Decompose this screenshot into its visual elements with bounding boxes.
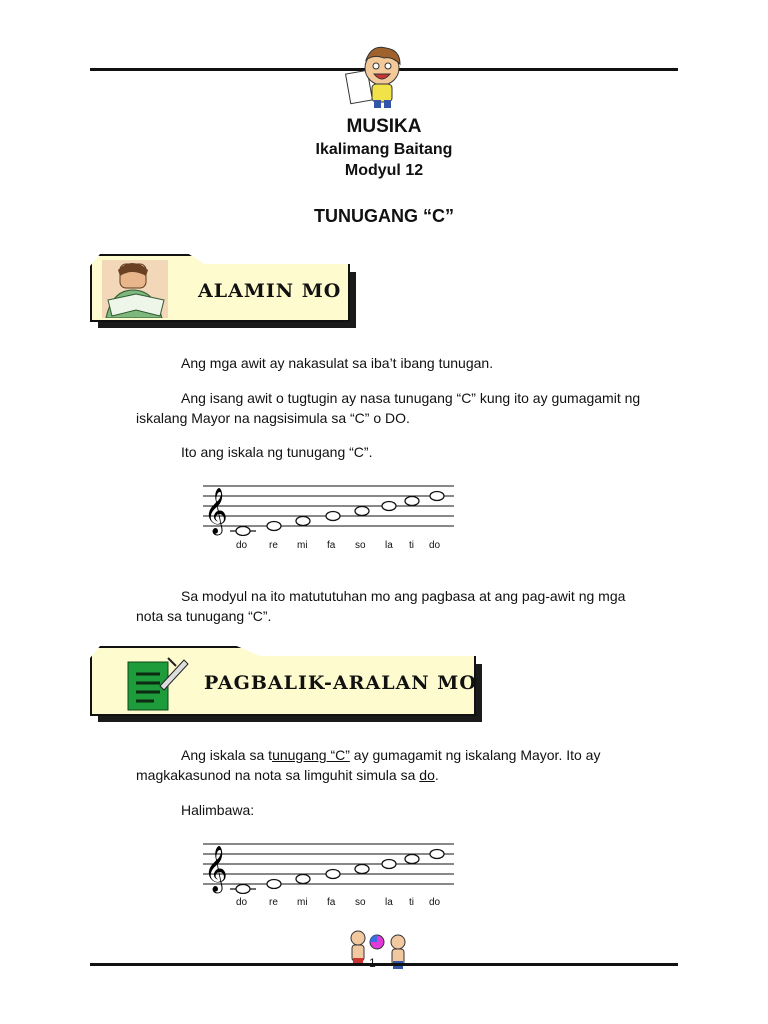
reading-person-icon [102, 260, 168, 318]
subject-title: MUSIKA [346, 116, 422, 137]
pagbalik-paragraph-1: Ang iskala sa tunugang “C” ay gumagamit ng iskalang Mayor. Ito ay magkakasunod na nota sa limguhit simula sa do. [136, 747, 601, 783]
note-do [236, 527, 250, 536]
halimbawa-label: Halimbawa: [181, 802, 255, 818]
alamin-paragraph-1: Ang mga awit ay nakasulat sa iba’t ibang tunugan. [181, 355, 494, 371]
note-so [355, 507, 369, 516]
bottom-rule [90, 963, 678, 966]
note-fa [326, 870, 340, 879]
note-mi [296, 875, 310, 884]
solfege-label: ti [409, 897, 414, 908]
solfege-label: re [269, 897, 278, 908]
pagbalik-aralan-banner [90, 646, 482, 724]
solfege-label: do [236, 540, 248, 551]
solfege-label: so [355, 897, 366, 908]
note-ti [405, 497, 419, 506]
solfege-label: mi [297, 897, 308, 908]
kids-playing-ball-icon [344, 928, 412, 980]
c-major-scale-staff [198, 478, 458, 536]
boy-mascot-icon [342, 44, 406, 110]
solfege-label: la [385, 540, 393, 551]
solfege-label: do [236, 897, 248, 908]
solfege-label: ti [409, 540, 414, 551]
note-re [267, 522, 281, 531]
module-title: Modyul 12 [344, 162, 424, 179]
alamin-paragraph-4: Sa modyul na ito matututuhan mo ang pagbasa at ang pag-awit ng mga nota sa tunugang “C”. [136, 588, 626, 624]
solfege-label: do [429, 897, 441, 908]
note-la [382, 502, 396, 511]
note-do [236, 885, 250, 894]
treble-clef-icon: 𝄞 [204, 846, 228, 892]
pagbalik-aralan-title: PAGBALIK-ARALAN MO [204, 672, 477, 694]
alamin-paragraph-3: Ito ang iskala ng tunugang “C”. [181, 444, 373, 460]
alamin-mo-title: ALAMIN MO [198, 280, 342, 302]
alamin-mo-banner [90, 254, 356, 330]
c-major-scale-staff-example [198, 836, 458, 894]
solfege-label: la [385, 897, 393, 908]
note-do-high [430, 492, 444, 501]
solfege-label: mi [297, 540, 308, 551]
solfege-label: so [355, 540, 366, 551]
note-mi [296, 517, 310, 526]
note-so [355, 865, 369, 874]
topic-title: TUNUGANG “C” [314, 206, 454, 226]
treble-clef-icon: 𝄞 [204, 488, 228, 534]
solfege-label: re [269, 540, 278, 551]
note-re [267, 880, 281, 889]
note-ti [405, 855, 419, 864]
solfege-label: fa [327, 897, 336, 908]
document-pencil-icon [124, 652, 190, 712]
solfege-label: do [429, 540, 441, 551]
grade-title: Ikalimang Baitang [315, 141, 453, 158]
alamin-paragraph-2: Ang isang awit o tugtugin ay nasa tunugang “C” kung ito ay gumagamit ng iskalang Mayor na nagsisimula sa “C” o DO. [136, 390, 641, 426]
solfege-label: fa [327, 540, 336, 551]
note-do-high [430, 850, 444, 859]
note-la [382, 860, 396, 869]
note-fa [326, 512, 340, 521]
